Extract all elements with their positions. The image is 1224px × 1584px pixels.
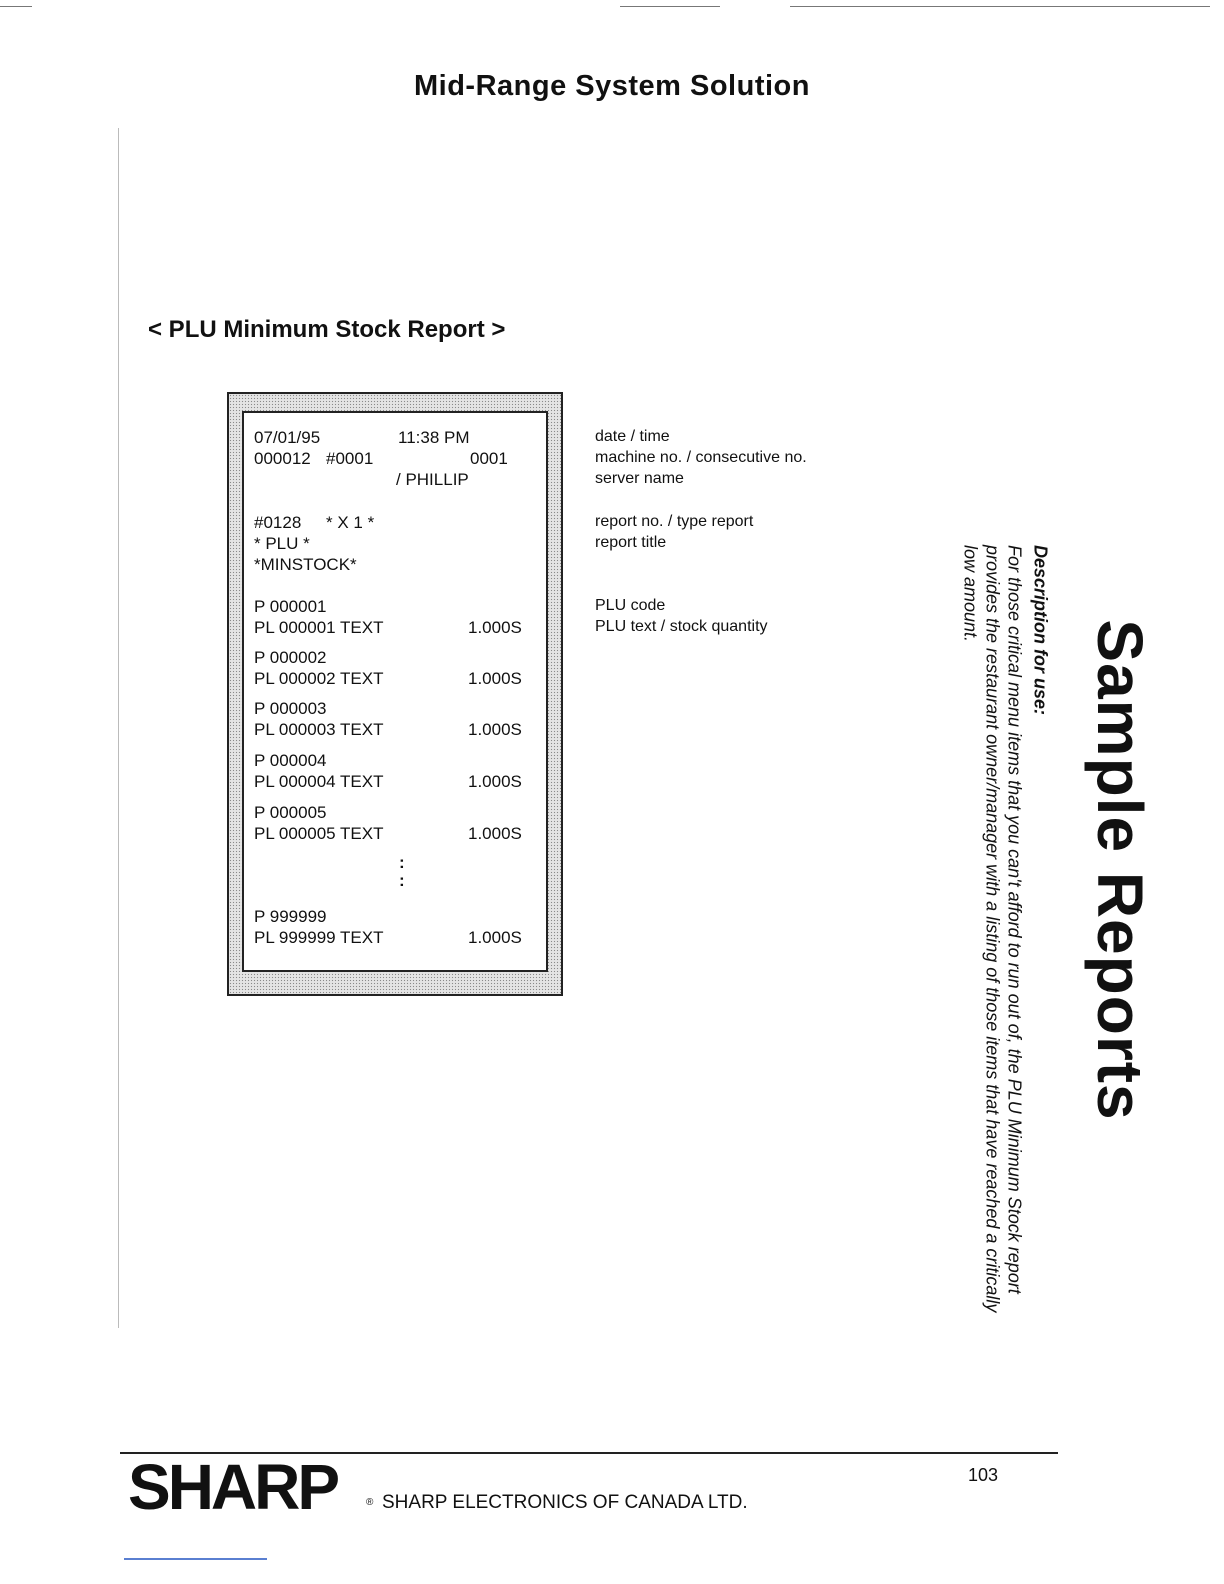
annotation-machine-consecutive: machine no. / consecutive no.: [595, 449, 807, 466]
receipt-report-title: *MINSTOCK*: [254, 555, 357, 574]
sharp-logo: SHARP: [128, 1451, 338, 1523]
receipt-consecutive-no: #0001: [326, 449, 374, 468]
receipt-item-code: P 000001: [254, 597, 327, 616]
receipt-item-qty: 1.000S: [468, 824, 522, 843]
receipt-item-qty: 1.000S: [468, 720, 522, 739]
receipt-item-text: PL 000003 TEXT: [254, 720, 384, 739]
receipt-time: 11:38 PM: [398, 428, 470, 447]
receipt-item-text: PL 000004 TEXT: [254, 772, 384, 791]
receipt-item-code: P 000002: [254, 648, 327, 667]
receipt-ellipsis: :: [399, 853, 405, 872]
annotation-server-name: server name: [595, 470, 684, 487]
receipt-item-code: P 000005: [254, 803, 327, 822]
receipt-server-code: 0001: [470, 449, 508, 468]
left-margin-rule: [118, 128, 119, 1328]
receipt-item-code: P 000004: [254, 751, 327, 770]
receipt-frame: [227, 392, 563, 996]
receipt-report-type: * X 1 *: [326, 513, 375, 532]
sidebar-title: Sample Reports: [1084, 619, 1156, 1121]
receipt-last-item-qty: 1.000S: [468, 928, 522, 947]
receipt-last-item-text: PL 999999 TEXT: [254, 928, 384, 947]
receipt-report-no: #0128: [254, 513, 302, 532]
sidebar-description-heading: Description for use:: [1030, 545, 1051, 716]
scan-line: [620, 6, 720, 7]
registered-mark: ®: [366, 1497, 374, 1508]
annotation-report-title: report title: [595, 534, 667, 551]
receipt-item-code: P 000003: [254, 699, 327, 718]
receipt-last-item-code: P 999999: [254, 907, 327, 926]
receipt-ellipsis: :: [399, 871, 405, 890]
sidebar-description-block: [960, 545, 1051, 1325]
scan-line: [790, 6, 1210, 7]
receipt-report-category: * PLU *: [254, 534, 310, 553]
receipt-item-qty: 1.000S: [468, 669, 522, 688]
sidebar-description-text: For those critical menu items that you can't afford to run out of, the PLU Minimum Stock report provides the restaurant owner/manager with a listing of those items that have reached a critically low amount.: [960, 545, 1025, 1313]
company-name: SHARP ELECTRONICS OF CANADA LTD.: [382, 1492, 748, 1513]
annotation-plu-text-qty: PLU text / stock quantity: [595, 618, 768, 635]
annotation-report-no-type: report no. / type report: [595, 513, 754, 530]
receipt-item-qty: 1.000S: [468, 618, 522, 637]
receipt-paper: [242, 411, 548, 972]
annotation-date-time: date / time: [595, 428, 670, 445]
receipt-date: 07/01/95: [254, 428, 321, 447]
page-title: Mid-Range System Solution: [414, 70, 810, 102]
receipt-item-text: PL 000002 TEXT: [254, 669, 384, 688]
bottom-blue-line: [124, 1558, 267, 1560]
receipt-item-text: PL 000005 TEXT: [254, 824, 384, 843]
scan-line: [0, 6, 32, 7]
receipt-server-name: / PHILLIP: [396, 470, 469, 489]
report-heading: < PLU Minimum Stock Report >: [148, 316, 506, 343]
page-number: 103: [968, 1465, 999, 1485]
receipt-item-qty: 1.000S: [468, 772, 522, 791]
annotation-plu-code: PLU code: [595, 597, 666, 614]
receipt-item-text: PL 000001 TEXT: [254, 618, 384, 637]
receipt-machine-no: 000012: [254, 449, 311, 468]
